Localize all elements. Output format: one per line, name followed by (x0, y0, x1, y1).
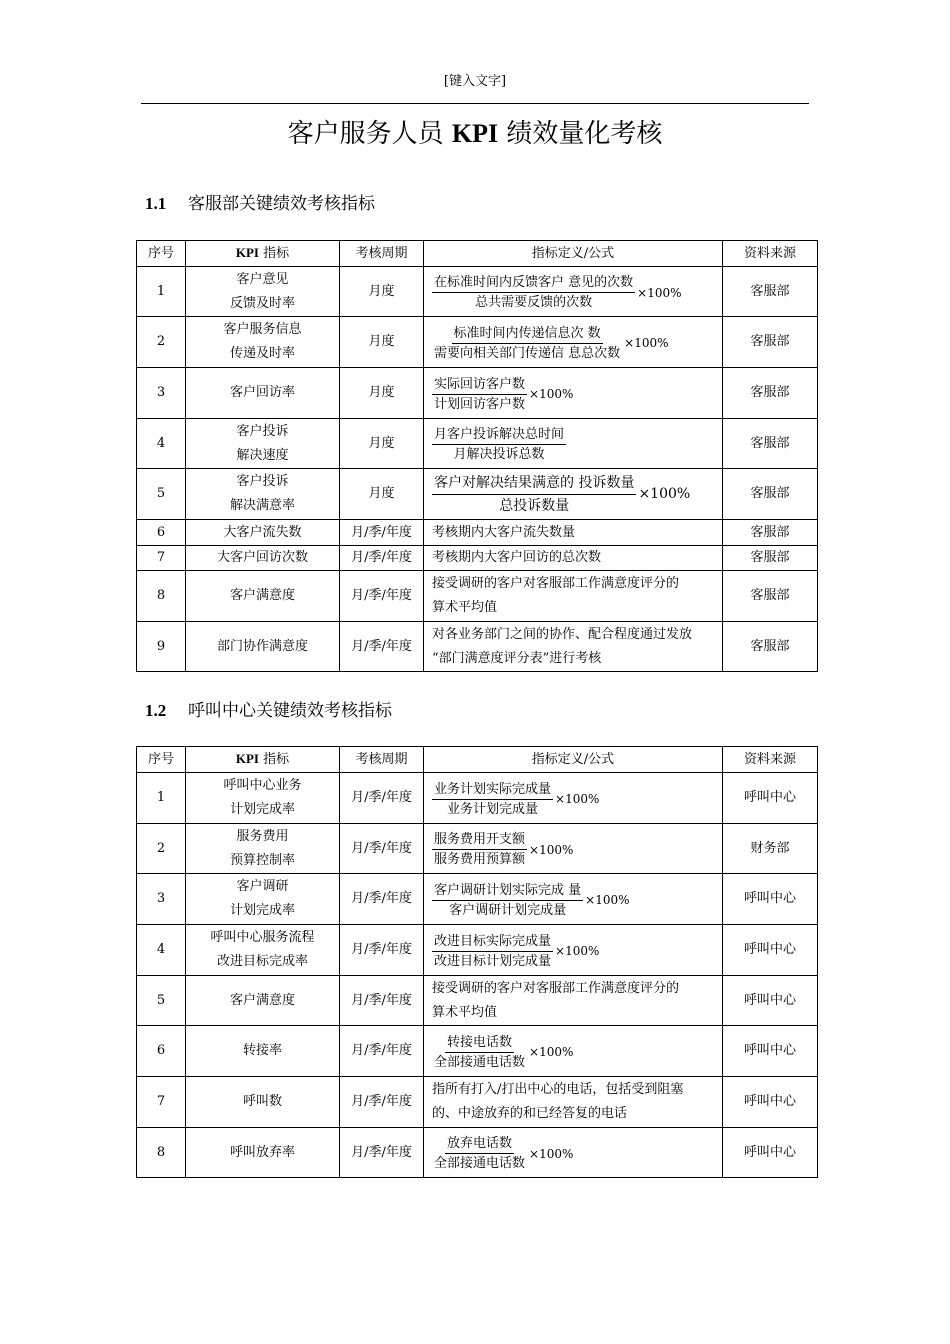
formula-denominator: 总共需要反馈的次数 (475, 295, 593, 310)
section-1-heading (145, 189, 375, 214)
source-cell: 呼叫中心 (723, 1026, 818, 1077)
row-number-cell: 3 (137, 368, 186, 419)
table-row (137, 317, 818, 368)
kpi-name-line: 大客户回访次数 (216, 550, 308, 565)
section-2-number: 1.2 (145, 701, 167, 720)
page-header: [键入文字] (443, 74, 507, 89)
kpi-name-cell (186, 368, 340, 419)
kpi-name-line: 计划完成率 (229, 903, 295, 918)
kpi-name-cell (186, 1026, 340, 1077)
period-cell: 月/季/年度 (340, 1077, 424, 1128)
col-header-kpi-text: 指标 (263, 246, 290, 261)
formula (432, 932, 599, 971)
title-suffix: 绩效量化考核 (498, 119, 663, 149)
kpi-name-line: 客户满意度 (229, 588, 295, 603)
kpi-name-line: 呼叫中心服务流程 (210, 930, 315, 945)
col-header-period: 考核周期 (340, 241, 424, 267)
formula (432, 1033, 573, 1072)
kpi-name-line: 解决满意率 (229, 498, 295, 513)
table-row (137, 419, 818, 469)
table-row (137, 1026, 818, 1077)
header-rule (141, 103, 809, 104)
col-header-period: 考核周期 (340, 747, 424, 773)
table-row (137, 925, 818, 976)
row-number-cell: 8 (137, 1128, 186, 1178)
formula-denominator: 服务费用预算额 (434, 852, 526, 867)
definition-cell (424, 546, 723, 571)
kpi-name-line: 预算控制率 (229, 852, 295, 868)
kpi-name-line: 客户满意度 (229, 992, 295, 1008)
fraction (432, 780, 553, 819)
period-cell: 月/季/年度 (340, 622, 424, 672)
fraction (432, 375, 527, 414)
fraction (432, 425, 566, 464)
row-number-cell: 4 (137, 925, 186, 976)
kpi-name-cell (186, 1077, 340, 1128)
formula (432, 375, 573, 414)
col-header-source: 资料来源 (723, 747, 818, 773)
kpi-name-line: 呼叫放弃率 (229, 1144, 295, 1160)
formula-multiplier: ×100% (624, 336, 669, 350)
formula-multiplier: ×100% (638, 486, 691, 502)
kpi-table-customer-service (136, 240, 818, 672)
fraction (432, 932, 553, 971)
formula-numerator: 转接电话数 (445, 1033, 514, 1053)
fraction (432, 472, 636, 517)
formula-numerator: 客户调研计划实际完成 量 (432, 881, 583, 901)
formula (432, 780, 599, 819)
definition-cell (424, 267, 723, 317)
kpi-name-line: 改进目标完成率 (216, 954, 308, 969)
col-header-source: 资料来源 (723, 241, 818, 267)
definition-cell (424, 317, 723, 368)
formula-multiplier: ×100% (555, 944, 600, 958)
period-cell: 月度 (340, 368, 424, 419)
kpi-name-line: 部门协作满意度 (216, 638, 308, 654)
row-number-cell: 2 (137, 317, 186, 368)
formula-numerator: 客户对解决结果满意的 投诉数量 (432, 472, 636, 495)
period-cell: 月度 (340, 469, 424, 520)
section-2-title: 呼叫中心关键绩效考核指标 (188, 701, 392, 721)
definition-line: 算术平均值 (432, 1004, 498, 1020)
formula-numerator: 业务计划实际完成量 (432, 780, 553, 800)
formula-denominator: 计划回访客户数 (434, 396, 526, 412)
table-row (137, 1077, 818, 1128)
row-number-cell: 9 (137, 622, 186, 672)
kpi-name-line: 转接率 (242, 1043, 282, 1058)
formula-numerator: 月客户投诉解决总时间 (432, 425, 566, 445)
definition-line: 接受调研的客户对客服部工作满意度评分的 (432, 576, 680, 591)
fraction (432, 324, 622, 363)
table-row (137, 520, 818, 546)
period-cell: 月度 (340, 267, 424, 317)
period-cell: 月/季/年度 (340, 773, 424, 824)
source-cell: 呼叫中心 (723, 976, 818, 1026)
source-cell: 客服部 (723, 469, 818, 520)
formula-denominator: 需要向相关部门传递信 息总次数 (434, 345, 621, 361)
source-cell: 财务部 (723, 824, 818, 874)
period-cell: 月/季/年度 (340, 520, 424, 546)
kpi-name-line: 客户服务信息 (223, 322, 302, 337)
table-row (137, 824, 818, 874)
period-cell: 月/季/年度 (340, 824, 424, 874)
formula (432, 830, 573, 869)
formula (432, 472, 690, 517)
formula-numerator: 放弃电话数 (445, 1134, 514, 1154)
source-cell: 客服部 (723, 317, 818, 368)
period-cell: 月/季/年度 (340, 976, 424, 1026)
formula-numerator: 在标准时间内反馈客户 意见的次数 (432, 273, 635, 293)
formula (432, 273, 682, 312)
kpi-name-line: 服务费用 (236, 828, 289, 844)
table-header-row (137, 747, 818, 773)
kpi-name-cell (186, 317, 340, 368)
kpi-name-line: 客户调研 (236, 879, 289, 894)
definition-cell (424, 1077, 723, 1128)
kpi-name-cell (186, 1128, 340, 1178)
formula-multiplier: ×100% (529, 842, 574, 857)
kpi-table-call-center (136, 746, 818, 1178)
col-header-no: 序号 (137, 241, 186, 267)
source-cell: 客服部 (723, 419, 818, 469)
definition-line: 接受调研的客户对客服部工作满意度评分的 (432, 980, 680, 996)
formula (432, 1134, 573, 1173)
table-header-row (137, 241, 818, 267)
row-number-cell: 8 (137, 571, 186, 622)
table-row (137, 469, 818, 520)
source-cell: 呼叫中心 (723, 1077, 818, 1128)
definition-cell (424, 824, 723, 874)
col-header-no: 序号 (137, 747, 186, 773)
table-row (137, 368, 818, 419)
kpi-name-cell (186, 773, 340, 824)
kpi-name-line: 呼叫中心业务 (223, 778, 302, 793)
table-row (137, 267, 818, 317)
row-number-cell: 6 (137, 520, 186, 546)
row-number-cell: 7 (137, 1077, 186, 1128)
period-cell: 月/季/年度 (340, 1128, 424, 1178)
formula-multiplier: ×100% (585, 893, 630, 907)
row-number-cell: 1 (137, 267, 186, 317)
definition-line: 考核期内大客户流失数量 (432, 524, 576, 540)
definition-cell (424, 520, 723, 546)
definition-cell (424, 1128, 723, 1178)
col-header-kpi-bold: KPI (235, 751, 259, 766)
formula (432, 881, 630, 920)
kpi-name-line: 呼叫数 (242, 1094, 282, 1109)
kpi-name-line: 反馈及时率 (229, 295, 295, 311)
section-2-heading (145, 696, 392, 721)
kpi-name-line: 客户回访率 (229, 385, 295, 400)
definition-cell (424, 571, 723, 622)
source-cell: 呼叫中心 (723, 874, 818, 925)
kpi-name-line: 解决速度 (236, 447, 289, 463)
period-cell: 月/季/年度 (340, 546, 424, 571)
row-number-cell: 1 (137, 773, 186, 824)
formula-numerator: 实际回访客户数 (432, 375, 527, 395)
table-row (137, 773, 818, 824)
row-number-cell: 2 (137, 824, 186, 874)
col-header-kpi (186, 241, 340, 267)
formula-denominator: 客户调研计划完成量 (449, 902, 567, 918)
row-number-cell: 5 (137, 469, 186, 520)
fraction (432, 1033, 527, 1072)
row-number-cell: 4 (137, 419, 186, 469)
col-header-definition: 指标定义/公式 (424, 241, 723, 267)
formula-numerator: 服务费用开支额 (432, 830, 527, 850)
row-number-cell: 3 (137, 874, 186, 925)
col-header-kpi-text: 指标 (263, 752, 290, 767)
formula (432, 425, 566, 464)
formula-multiplier: ×100% (529, 387, 574, 401)
source-cell: 客服部 (723, 622, 818, 672)
kpi-name-line: 客户投诉 (236, 423, 289, 439)
formula-denominator: 总投诉数量 (499, 497, 570, 514)
period-cell: 月度 (340, 419, 424, 469)
row-number-cell: 6 (137, 1026, 186, 1077)
definition-line: 指所有打入/打出中心的电话，包括受到阻塞 (432, 1082, 684, 1097)
table-row (137, 546, 818, 571)
definition-cell (424, 469, 723, 520)
formula-numerator: 改进目标实际完成量 (432, 932, 553, 952)
source-cell: 客服部 (723, 546, 818, 571)
col-header-kpi-bold: KPI (235, 245, 259, 260)
period-cell: 月/季/年度 (340, 571, 424, 622)
kpi-name-cell (186, 520, 340, 546)
section-1-number: 1.1 (145, 194, 167, 213)
formula-multiplier: ×100% (555, 792, 600, 806)
col-header-definition: 指标定义/公式 (424, 747, 723, 773)
period-cell: 月/季/年度 (340, 925, 424, 976)
kpi-name-cell (186, 571, 340, 622)
definition-line: “部门满意度评分表”进行考核 (432, 650, 602, 666)
period-cell: 月/季/年度 (340, 1026, 424, 1077)
kpi-name-cell (186, 469, 340, 520)
row-number-cell: 5 (137, 976, 186, 1026)
formula-multiplier: ×100% (529, 1045, 574, 1059)
col-header-kpi (186, 747, 340, 773)
definition-line: 考核期内大客户回访的总次数 (432, 550, 602, 565)
source-cell: 客服部 (723, 520, 818, 546)
definition-cell (424, 773, 723, 824)
source-cell: 客服部 (723, 368, 818, 419)
kpi-name-line: 客户投诉 (236, 474, 289, 489)
formula-multiplier: ×100% (637, 285, 682, 300)
source-cell: 呼叫中心 (723, 925, 818, 976)
source-cell: 呼叫中心 (723, 773, 818, 824)
kpi-name-line: 计划完成率 (229, 802, 295, 817)
formula-denominator: 业务计划完成量 (447, 801, 539, 817)
table-row (137, 622, 818, 672)
table-row (137, 976, 818, 1026)
formula-numerator: 标准时间内传递信息次 数 (452, 324, 603, 344)
source-cell: 客服部 (723, 267, 818, 317)
title-kpi: KPI (451, 119, 499, 148)
source-cell: 客服部 (723, 571, 818, 622)
definition-cell (424, 419, 723, 469)
kpi-name-line: 大客户流失数 (223, 524, 302, 540)
fraction (432, 830, 527, 869)
table-row (137, 1128, 818, 1178)
definition-line: 的、中途放弃的和已经答复的电话 (432, 1106, 628, 1121)
definition-cell (424, 874, 723, 925)
formula-multiplier: ×100% (529, 1146, 574, 1161)
formula-denominator: 全部接通电话数 (434, 1054, 526, 1070)
definition-cell (424, 622, 723, 672)
definition-line: 算术平均值 (432, 600, 498, 615)
definition-cell (424, 1026, 723, 1077)
kpi-name-line: 传递及时率 (229, 346, 295, 361)
row-number-cell: 7 (137, 546, 186, 571)
kpi-name-line: 客户意见 (236, 271, 289, 287)
formula-denominator: 全部接通电话数 (434, 1156, 526, 1171)
table-row (137, 874, 818, 925)
kpi-name-cell (186, 976, 340, 1026)
kpi-name-cell (186, 925, 340, 976)
period-cell: 月/季/年度 (340, 874, 424, 925)
fraction (432, 1134, 527, 1173)
section-1-title: 客服部关键绩效考核指标 (188, 194, 375, 214)
kpi-name-cell (186, 546, 340, 571)
kpi-name-cell (186, 267, 340, 317)
kpi-name-cell (186, 874, 340, 925)
formula (432, 324, 669, 363)
kpi-name-cell (186, 622, 340, 672)
kpi-name-cell (186, 824, 340, 874)
definition-line: 对各业务部门之间的协作、配合程度通过发放 (432, 626, 693, 642)
period-cell: 月度 (340, 317, 424, 368)
kpi-name-cell (186, 419, 340, 469)
source-cell: 呼叫中心 (723, 1128, 818, 1178)
definition-cell (424, 368, 723, 419)
definition-cell (424, 976, 723, 1026)
definition-cell (424, 925, 723, 976)
fraction (432, 273, 635, 312)
formula-denominator: 改进目标计划完成量 (434, 953, 552, 969)
fraction (432, 881, 583, 920)
table-row (137, 571, 818, 622)
title-prefix: 客户服务人员 (287, 119, 452, 149)
formula-denominator: 月解决投诉总数 (453, 447, 545, 462)
document-title (0, 113, 950, 150)
